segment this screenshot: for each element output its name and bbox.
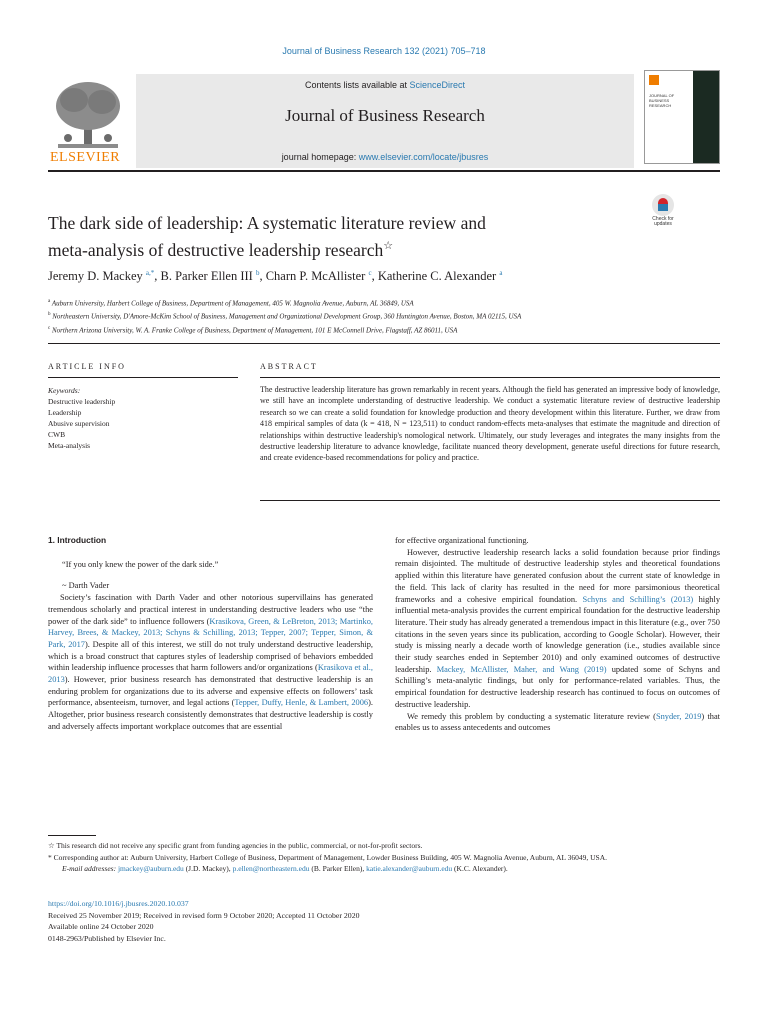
- corresponding-author-footnote: * Corresponding author at: Auburn University, Harbert College of Business, Department of Management, Lowder Business Building, 405 W. Magnolia Avenue, Auburn, AL 36049, USA.: [48, 852, 608, 862]
- keywords-list: [48, 385, 238, 451]
- journal-reference[interactable]: Journal of Business Research 132 (2021) 705–718: [282, 46, 486, 56]
- issn-copyright: 0148-2963/Published by Elsevier Inc.: [48, 933, 166, 943]
- title-footnote-marker[interactable]: ☆: [383, 240, 394, 252]
- online-date: Available online 24 October 2020: [48, 922, 154, 932]
- email-link[interactable]: jmackey@auburn.edu: [117, 864, 184, 874]
- doi-link[interactable]: https://doi.org/10.1016/j.jbusres.2020.10.037: [48, 899, 189, 908]
- journal-title: Journal of Business Research: [285, 106, 485, 125]
- check-for-updates-label: Check for updates: [652, 216, 674, 227]
- body-column-left: [48, 535, 373, 733]
- article-info-heading: ARTICLE INFO: [48, 362, 126, 371]
- author-name[interactable]: Charn P. McAllister: [265, 269, 366, 284]
- paragraph: Society’s fascination with Darth Vader and other notorious supervillains has generated tremendous scholarly and practical interest in understanding destructive leaders who use “the power of the dark side” to influence followers (Krasikova, Green, & LeBreton, 2013; Martinko, Harvey, Brees, & Mackey, 2013; Schyns & Schilling, 2013; Tepper, 2007; Tepper, Simon, & Park, 2017). Despite all of this interest, we still do not truly understand destructive leadership, which is a broad construct that captures styles of leadership comprised of behaviors embedded within leadership influence processes that harm followers and/or organizations (Krasikova et al., 2013). However, prior business research has demonstrated that destructive leadership is an enduring problem for organizations due to its adverse and expensive effects on followers’ task performance, absenteeism, turnover, and legal actions (Tepper, Duffy, Henle, & Lambert, 2006). Altogether, prior business research consistently demonstrates that destructive leadership is costly and adversely affects important workplace outcomes that are essential: [48, 593, 373, 731]
- header-divider: [48, 170, 720, 172]
- journal-homepage-link[interactable]: www.elsevier.com/locate/jbusres: [358, 152, 489, 162]
- affiliation-item: $^a$ Auburn University, Harbert College of Business, Department of Management, 405 W. Magnolia Avenue, Auburn, AL 36849, USA: [48, 299, 414, 308]
- front-matter-divider: [48, 343, 720, 344]
- cover-title: JOURNAL OF BUSINESS RESEARCH: [649, 93, 675, 108]
- cover-logo-mark: [649, 75, 659, 85]
- section-heading-introduction: 1. Introduction: [48, 535, 107, 545]
- email-footnote: E-mail addresses: jmackey@auburn.edu (J.D. Mackey), p.ellen@northeastern.edu (B. Parker Ellen), katie.alexander@auburn.edu (K.C. Alexander).: [62, 864, 508, 874]
- contents-available-line: Contents lists available at ScienceDirect: [304, 80, 466, 90]
- author-name[interactable]: Katherine C. Alexander: [377, 269, 497, 284]
- crossmark-icon: [652, 194, 674, 216]
- article-info-divider: [48, 377, 238, 378]
- email-link[interactable]: katie.alexander@auburn.edu: [366, 864, 453, 874]
- citation-link[interactable]: Krasikova, Green, & LeBreton, 2013; Martinko, Harvey, Brees, & Mackey, 2013; Schyns & Schilling, 2013; Tepper, 2007; Tepper, Simon, & Park, 2017: [48, 616, 373, 649]
- author-list: Jeremy D. Mackey $^{a,*}$, B. Parker Ellen III $^b$, Charn P. McAllister $^c$, Katherine C. Alexander $^a$: [48, 269, 503, 284]
- cover-image: [693, 71, 719, 163]
- paragraph: for effective organizational functioning.: [395, 536, 529, 545]
- journal-homepage-line: journal homepage: www.elsevier.com/locate/jbusres: [281, 152, 489, 162]
- abstract-divider: [260, 377, 720, 378]
- footnotes: [48, 840, 720, 875]
- sciencedirect-link[interactable]: ScienceDirect: [409, 80, 466, 90]
- citation-link[interactable]: Tepper, Duffy, Henle, & Lambert, 2006: [234, 698, 369, 708]
- article-title: The dark side of leadership: A systematic literature review and meta-analysis of destructive leadership research☆: [48, 213, 486, 260]
- email-link[interactable]: p.ellen@northeastern.edu: [232, 864, 310, 874]
- keyword-item: Destructive leadership: [48, 397, 116, 406]
- keyword-item: Leadership: [48, 408, 82, 417]
- citation-link[interactable]: Mackey, McAllister, Maher, and Wang (2019): [436, 664, 607, 674]
- paragraph: However, destructive leadership research lacks a solid foundation because prior findings remain disjointed. The multitude of destructive leadership styles and theoretical foundations applied within this literature have generated confusion about the current state of knowledge in the field. This lack of clarity has resulted in the need for more parsimonious theoretical frameworks and a cohesive empirical foundation. Schyns and Schilling’s (2013) highly influential meta-analysis provides the current empirical foundation for the destructive leadership literature. Their study has already generated a tremendous impact in this literature (e.g., over 750 citations in the seven years since its publication, according to Google Scholar). However, their study is missing nearly a decade worth of knowledge generation (i.e., studies available since their study searches ended in September 2010) and only examined outcomes of destructive leadership. Mackey, McAllister, Maher, and Wang (2019) updated some of Schyns and Schilling’s meta-analytic findings, but only for performance-related variables. Thus, the empirical foundation for destructive leadership research has continued to focus on outcomes of destructive leadership.: [395, 547, 721, 709]
- check-for-updates-button[interactable]: [646, 194, 680, 230]
- author-affiliation-marker[interactable]: b: [255, 269, 260, 277]
- keywords-label: Keywords:: [48, 386, 81, 395]
- author-affiliation-marker[interactable]: a,*: [145, 269, 155, 277]
- affiliation-item: $^b$ Northeastern University, D'Amore-McKim School of Business, Management and Organizational Development Group, 360 Huntington Avenue, Boston, MA 02115, USA: [48, 312, 522, 321]
- author-name[interactable]: Jeremy D. Mackey: [48, 269, 143, 284]
- footnote-divider: [48, 835, 96, 836]
- funding-footnote: ☆ This research did not receive any specific grant from funding agencies in the public, commercial, or not-for-profit sectors.: [48, 841, 423, 850]
- body-column-right: [395, 535, 720, 734]
- elsevier-wordmark: ELSEVIER: [50, 150, 121, 165]
- masthead-banner: [136, 74, 634, 168]
- keyword-item: CWB: [48, 430, 66, 439]
- journal-masthead: [48, 74, 720, 168]
- epigraph-attribution: ~ Darth Vader: [62, 581, 110, 591]
- affiliations: [48, 296, 720, 336]
- keyword-item: Abusive supervision: [48, 419, 110, 428]
- author-affiliation-marker[interactable]: a: [499, 269, 503, 277]
- keyword-item: Meta-analysis: [48, 441, 91, 450]
- author-affiliation-marker[interactable]: c: [368, 269, 372, 277]
- citation-link[interactable]: Krasikova et al., 2013: [48, 663, 373, 685]
- journal-cover-thumbnail: [644, 70, 720, 164]
- citation-link[interactable]: Schyns and Schilling’s (2013): [582, 594, 694, 604]
- publication-info: [48, 898, 720, 944]
- epigraph-quote: “If you only knew the power of the dark side.”: [62, 559, 219, 569]
- received-dates: Received 25 November 2019; Received in revised form 9 October 2020; Accepted 11 October 2020: [48, 910, 360, 920]
- affiliation-item: $^c$ Northern Arizona University, W. A. Franke College of Business, Department of Management, 101 E McConnell Drive, Flagstaff, AZ 86011, USA: [48, 325, 458, 334]
- citation-link[interactable]: Snyder, 2019: [655, 711, 702, 721]
- abstract-heading: ABSTRACT: [260, 362, 318, 371]
- author-name[interactable]: B. Parker Ellen III: [160, 269, 253, 284]
- abstract-bottom-divider: [260, 500, 720, 501]
- paragraph: We remedy this problem by conducting a systematic literature review (Snyder, 2019) that enables us to assess antecedents and outcomes: [395, 711, 721, 733]
- abstract-text: The destructive leadership literature has grown remarkably in recent years. Although the field has generated an impressive body of knowledge, we still have an incomplete understanding of destructive leadership. We conduct a systematic literature review of destructive leadership research so we can create a solid foundation for knowledge production and theory development within this literature. Further, we draw from 418 empirical samples of data (k = 418, N = 123,511) to conduct random-effects meta-analyses that estimate the magnitude and direction of relationships within destructive leadership's nomological network. Ultimately, our study leverages and integrates the many insights from the destructive leadership literature to advance knowledge, facilitate nuanced theory development, generate useful directions for future research, and create evidence-based recommendations for policy and practice.: [260, 385, 720, 463]
